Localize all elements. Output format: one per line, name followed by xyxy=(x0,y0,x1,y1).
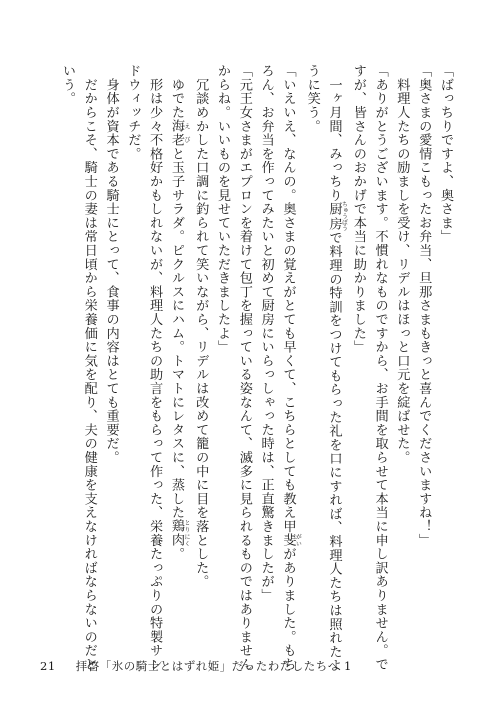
text-line: ドウィッチだ。 xyxy=(125,64,141,161)
text-line: 身体が資本である騎士にとって、食事の内容はとても重要だ。 xyxy=(103,64,119,465)
text-line: 一ヶ月間、みっちり厨房 ちゅうぼうで料理の特訓をつけてもらった礼を口にすれば、料理人たちは照れたよ xyxy=(326,64,348,673)
text-line: 形は少々不格好かもしれないが、料理人たちの助言をもらって作った、栄養たっぷりの特製サン xyxy=(147,64,163,672)
furigana-ruby: 鶏肉 とりにく xyxy=(168,519,190,548)
text-line: 「いえいえ、なんの。奥さまの覚えがとても早くて、こちらとしても教え甲斐 がいがありました。もち xyxy=(280,64,302,672)
text-line: からね。いいものを見せていただきましたよ」 xyxy=(215,64,231,354)
furigana-reading: えび xyxy=(182,119,190,147)
text-line: ゆでた海老 えびと玉子サラダ。ピクルスにハム。トマトにレタスに、蒸した鶏肉 とりにく。 xyxy=(168,64,190,561)
text-line: 「奥さまの愛情こもったお弁当、旦那さまもきっと喜んでくださいますね！」 xyxy=(416,64,432,547)
text-line: ろん、お弁当を作ってみたいと初めて厨房にいらっしゃった時は、正直驚きましたが」 xyxy=(258,64,274,603)
furigana-ruby: 斐 がい xyxy=(280,533,302,548)
text-line: いう。 xyxy=(59,64,75,106)
furigana-ruby: 厨房 ちゅうぼう xyxy=(326,201,348,232)
text-line: 「元王女さまがエプロンを着けて包丁を握っている姿なんて、滅多に見られるものではありません xyxy=(236,64,252,672)
text-line: 「ありがとうございます。不慣れなものですから、お手間を取らせて本当に申し訳ありません。で xyxy=(372,64,388,672)
running-title: 拝啓「氷の騎士とはずれ姫」だったわたしたちへ 1 xyxy=(75,659,352,673)
furigana-reading: ちゅうぼう xyxy=(340,201,348,232)
text-line: うに笑う。 xyxy=(304,64,320,133)
text-line: 料理人たちの励ましを受け、リデルはほっと口元を綻ばせた。 xyxy=(394,64,410,465)
text-line: すが、皆さんのおかげで本当に助かりました」 xyxy=(350,64,366,354)
text-line: 冗談めかした口調に釣られて笑いながら、リデルは改めて籠の中に目を落とした。 xyxy=(193,64,209,589)
text-line: だからこそ、騎士の妻は常日頃から栄養価に気を配り、夫の健康を支えなければならないのだと xyxy=(81,64,97,672)
furigana-reading: がい xyxy=(294,533,302,548)
furigana-reading: とりにく xyxy=(182,519,190,548)
page-footer xyxy=(40,658,352,674)
text-line: 「ばっちりですよ、奥さま」 xyxy=(438,64,453,244)
furigana-ruby: 海老 えび xyxy=(168,119,190,147)
page-number: 21 xyxy=(40,659,56,673)
